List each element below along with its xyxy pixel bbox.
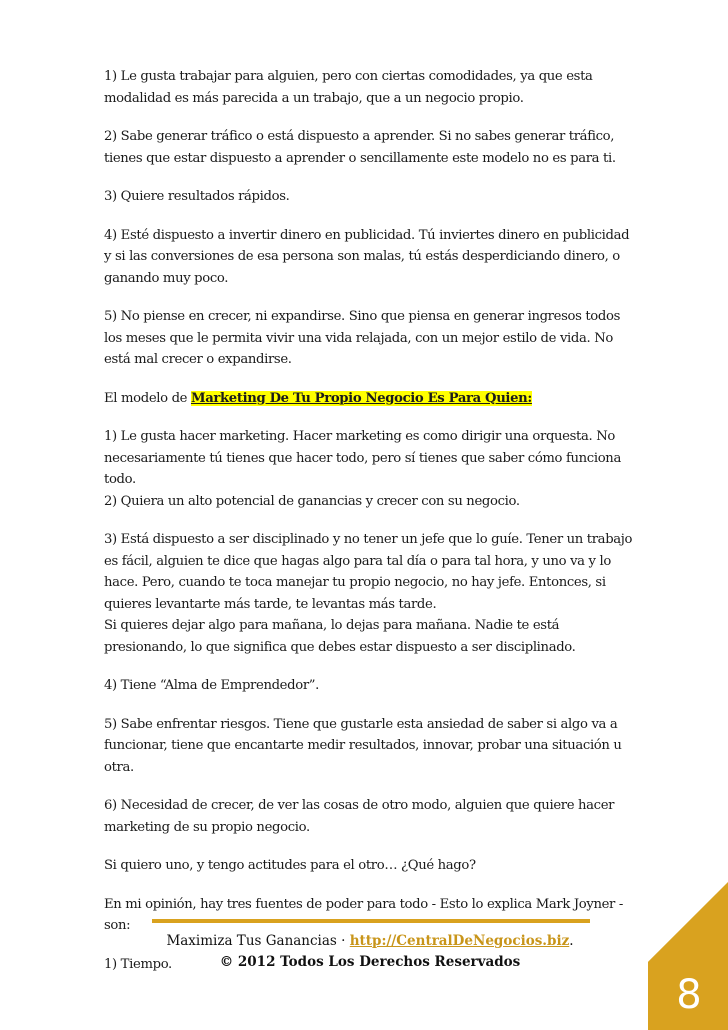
paragraph-2: 2) Sabe generar tráfico o está dispuesto a aprender. Si no sabes generar tráfico, tienes que estar dispuesto a aprender o sencillamente este modelo no es para ti. [104, 129, 616, 166]
highlighted-heading: Marketing De Tu Propio Negocio Es Para Quien: [190, 390, 532, 406]
time-item: 1) Tiempo. [104, 956, 172, 972]
footer-title: Maximiza Tus Ganancias · [166, 933, 350, 949]
document-body [104, 66, 634, 992]
footer-title-line [140, 931, 600, 952]
paragraph-3: 3) Quiere resultados rápidos. [104, 189, 290, 204]
item-3-continued: Si quieres dejar algo para mañana, lo dejas para mañana. Nadie te está presionando, lo que significa que debes estar dispuesto a ser disciplinado. [104, 618, 576, 655]
item-2: 2) Quiera un alto potencial de ganancias y crecer con su negocio. [104, 493, 520, 509]
item-6: 6) Necesidad de crecer, de ver las cosas de otro modo, alguien que quiere hacer marketing de su propio negocio. [104, 798, 615, 835]
section-heading [104, 388, 634, 410]
paragraph-4: 4) Esté dispuesto a invertir dinero en publicidad. Tú inviertes dinero en publicidad y si las conversiones de esa persona son malas, tú estás desperdiciando dinero, o ganando muy poco. [104, 227, 630, 286]
page-number: 8 [676, 972, 702, 1018]
paragraph-5: 5) No piense en crecer, ni expandirse. Sino que piensa en generar ingresos todos los meses que le permita vivir una vida relajada, con un mejor estilo de vida. No está mal crecer o expandirse. [104, 309, 620, 367]
item-1: 1) Le gusta hacer marketing. Hacer marketing es como dirigir una orquesta. No necesariamente tú tienes que hacer todo, pero sí tienes que saber cómo funciona todo. [104, 429, 621, 487]
item-4: 4) Tiene “Alma de Emprendedor”. [104, 678, 320, 693]
paragraph-1: 1) Le gusta trabajar para alguien, pero con ciertas comodidades, ya que esta modalidad es más parecida a un trabajo, que a un negocio propio. [104, 69, 593, 106]
footer-copyright: © 2012 Todos Los Derechos Reservados [219, 954, 521, 970]
footer-divider [152, 919, 590, 923]
item-3: 3) Está dispuesto a ser disciplinado y no tener un jefe que lo guíe. Tener un trabajo es fácil, alguien te dice que hagas algo para tal día o para tal hora, y uno va y lo hace. Pero, cuando te toca manejar tu propio negocio, no hay jefe. Entonces, si quieres levantarte más tarde, te levantas más tarde. [104, 532, 633, 612]
footer-link[interactable]: http://CentralDeNegocios.biz [349, 933, 570, 949]
item-5: 5) Sabe enfrentar riesgos. Tiene que gustarle esta ansiedad de saber si algo va a funcionar, tiene que encantarte medir resultados, innovar, probar una situación u otra. [104, 716, 622, 775]
footer-link-suffix: . [569, 933, 574, 949]
page-footer [140, 931, 600, 973]
heading-prefix: El modelo de [104, 390, 191, 406]
question-paragraph: Si quiero uno, y tengo actitudes para el otro… ¿Qué hago? [104, 858, 476, 873]
opinion-paragraph: En mi opinión, hay tres fuentes de poder para todo - Esto lo explica Mark Joyner - son: [104, 896, 623, 933]
